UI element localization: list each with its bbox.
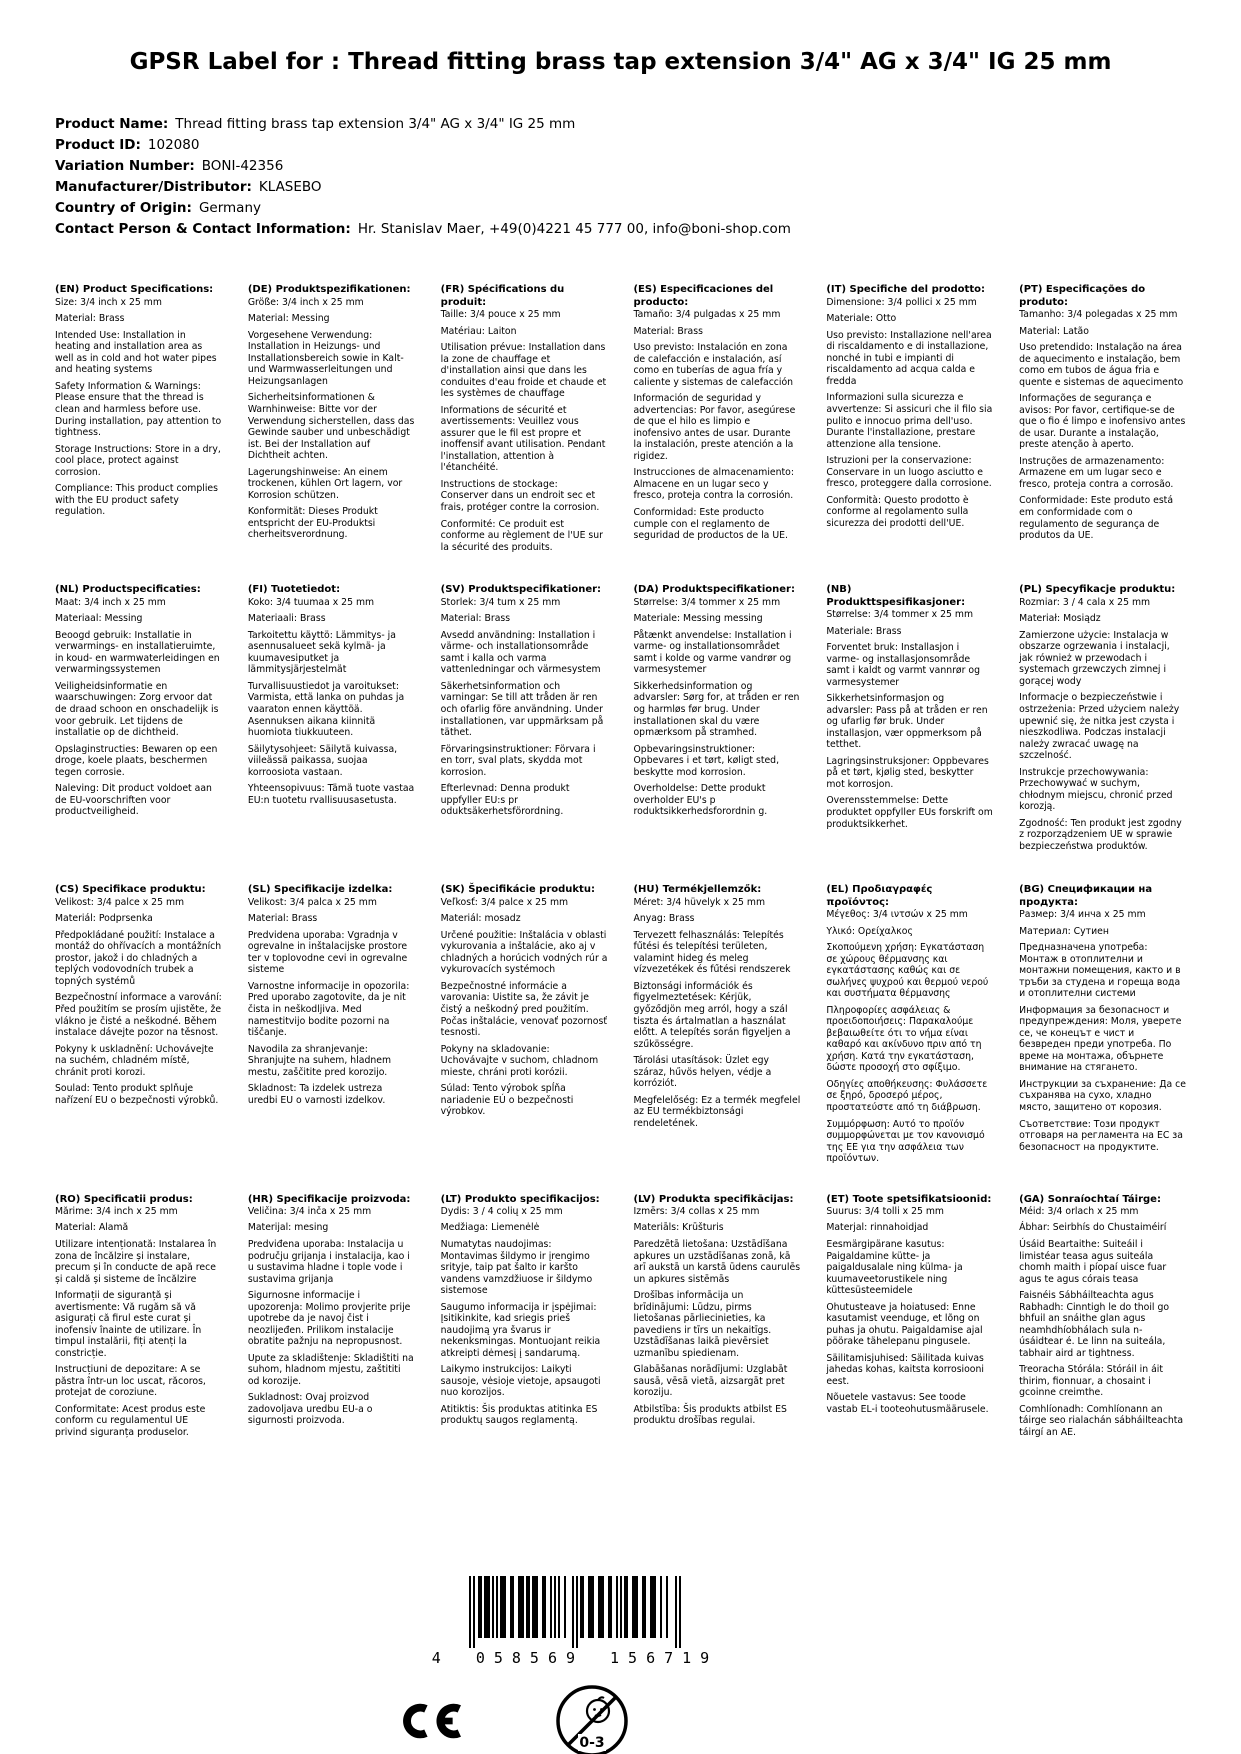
barcode-bar — [620, 1576, 622, 1638]
page-title: GPSR Label for : Thread fitting brass tap extension 3/4" AG x 3/4" IG 25 mm — [129, 49, 1112, 75]
spec-paragraph: Rozmiar: 3 / 4 cala x 25 mm — [1019, 596, 1151, 608]
spec-paragraph: Paredzētā lietošana: Uzstādīšana apkures un uzstādīšanas zonā, kā arī aukstā un karstā ūdens caurulēs un apkures sistēmās — [633, 1238, 801, 1285]
spec-paragraph: Μέγεθος: 3/4 ιντσών x 25 mm — [826, 909, 968, 921]
barcode-bar — [572, 1576, 574, 1648]
barcode-bar — [632, 1576, 638, 1638]
spec-paragraph: Materiał: Mosiądz — [1019, 613, 1101, 625]
product-info-value: Germany — [198, 200, 261, 217]
spec-block-title: (NL) Productspecificaties: — [55, 584, 201, 596]
spec-block-title: (SK) Špecifikácie produktu: — [440, 884, 595, 896]
spec-block-title: (DE) Produktspezifikationen: — [247, 284, 411, 296]
spec-block-title: (HU) Termékjellemzők: — [633, 884, 762, 896]
spec-paragraph: Určené použitie: Inštalácia v oblasti vykurovania a inštalácie, ako aj v chladných a horúcich vodných rúr a vykurovacích systémoch — [440, 929, 608, 976]
spec-paragraph: Turvallisuustiedot ja varoitukset: Varmista, että lanka on puhdas ja vaaraton ennen käyttöä. Asennuksen aikana kiinnitä huomiota tiukkuuteen. — [247, 680, 405, 739]
barcode-bar — [518, 1576, 524, 1638]
spec-block-title: (ES) Especificaciones del producto: — [633, 284, 774, 308]
barcode-bar — [550, 1576, 552, 1638]
spec-paragraph: Instrucțiuni de depozitare: A se păstra într-un loc uscat, răcoros, protejat de coroziune. — [55, 1364, 206, 1399]
spec-paragraph: Predvidena uporaba: Vgradnja v ogrevalne in inštalacijske prostore ter v toplovodne cevi in ogrevalne sisteme — [247, 929, 408, 976]
spec-paragraph: Overholdelse: Dette produkt overholder EU's p roduktsikkerhedsforordnin g. — [633, 783, 768, 818]
spec-paragraph: Suurus: 3/4 tolli x 25 mm — [826, 1205, 944, 1217]
spec-block-pl — [1019, 584, 1198, 857]
spec-paragraph: Varnostne informacije in opozorila: Pred uporabo zagotovite, da je nit čista in neškodljiva. Med namestitvijo bodite pozorni na tiščanje. — [247, 980, 410, 1039]
spec-paragraph: Předpokládané použití: Instalace a montáž do ohřívacích a montážních prostor, jakož i do chladných a teplých vodovodních trubek a topných systémů — [55, 929, 222, 987]
spec-block-title: (EN) Product Specifications: — [55, 284, 214, 296]
spec-paragraph: Material: Alamă — [55, 1222, 129, 1234]
barcode-bar — [608, 1576, 612, 1638]
barcode-bar — [510, 1576, 514, 1638]
spec-paragraph: Intended Use: Installation in heating and installation area as well as in cold and hot water pipes and heating systems — [55, 329, 217, 376]
spec-paragraph: Ohutusteave ja hoiatused: Enne kasutamist veenduge, et lõng on puhas ja ohutu. Paigaldamise ajal pöörake tähelepanu pingusele. — [826, 1301, 983, 1348]
spec-paragraph: Uso previsto: Installazione nell'area di riscaldamento e di installazione, nonché in tubi e impianti di riscaldamento ad acqua calda e fredda — [826, 329, 992, 387]
product-info-label: Country of Origin: — [55, 200, 192, 217]
product-info — [55, 114, 1198, 240]
product-info-label: Product ID: — [55, 137, 141, 154]
spec-paragraph: Treoracha Stórála: Stóráil in áit thirim, fionnuar, a chosaint i gcoinne creimthe. — [1019, 1364, 1164, 1399]
spec-paragraph: Materiāls: Krūšturis — [633, 1222, 724, 1234]
spec-block-es — [633, 284, 812, 546]
barcode-bar — [496, 1576, 498, 1638]
spec-paragraph: Инструкции за съхранение: Да се съхранява на сухо, хладно място, защитено от корозия. — [1019, 1078, 1186, 1113]
product-info-label: Contact Person & Contact Information: — [55, 221, 351, 238]
barcode-bar — [484, 1576, 490, 1638]
spec-block-title: (RO) Specificatii produs: — [55, 1193, 193, 1205]
barcode-bar — [542, 1576, 546, 1638]
spec-block-sl — [248, 884, 427, 1111]
spec-paragraph: Съответствие: Този продукт отговаря на регламента на ЕС за безопасност на продуктите. — [1019, 1118, 1183, 1153]
spec-block-de — [248, 284, 427, 545]
spec-paragraph: Koko: 3/4 tuumaa x 25 mm — [247, 596, 375, 608]
spec-block-cs — [55, 884, 234, 1111]
spec-block-lv — [633, 1194, 812, 1432]
spec-block-da — [633, 584, 812, 822]
product-info-value: Thread fitting brass tap extension 3/4" AG x 3/4" IG 25 mm — [175, 116, 576, 133]
spec-paragraph: Materiale: Otto — [826, 313, 897, 325]
spec-paragraph: Material: Brass — [440, 613, 511, 625]
spec-paragraph: Dydis: 3 / 4 colių x 25 mm — [440, 1205, 563, 1217]
ean-barcode — [370, 1576, 780, 1648]
spec-paragraph: Velikost: 3/4 palce x 25 mm — [55, 896, 185, 908]
spec-paragraph: Pokyny k uskladnění: Uchovávejte na suchém, chladném místě, chránit proti korozi. — [55, 1043, 214, 1078]
barcode-digits — [370, 1649, 780, 1667]
spec-paragraph: Conformidade: Este produto está em conformidade com o regulamento de segurança de produtos da UE. — [1019, 495, 1174, 542]
spec-paragraph: Размер: 3/4 инча x 25 mm — [1019, 909, 1146, 921]
barcode-bar — [558, 1576, 560, 1638]
spec-paragraph: Velikost: 3/4 palca x 25 mm — [247, 896, 377, 908]
spec-paragraph: Dimensione: 3/4 pollici x 25 mm — [826, 296, 977, 308]
spec-paragraph: Megfelelőség: Ez a termék megfelel az EU termékbiztonsági rendeletének. — [633, 1094, 801, 1129]
spec-paragraph: Veľkosť: 3/4 palce x 25 mm — [440, 896, 569, 908]
spec-paragraph: Sukladnost: Ovaj proizvod zadovoljava uredbu EU-a o sigurnosti proizvoda. — [247, 1392, 373, 1427]
spec-paragraph: Sicherheitsinformationen & Warnhinweise: Bitte vor der Verwendung sicherstellen, dass das Gewinde sauber und unbeschädigt ist. Bei der Installation auf Dichtheit achten. — [247, 392, 415, 462]
spec-paragraph: Forventet bruk: Installasjon i varme- og installasjonsområde samt i kaldt og varmt vannrør og varmesystemer — [826, 642, 980, 688]
barcode-bar — [576, 1576, 578, 1648]
spec-block-title: (IT) Specifiche del prodotto: — [826, 284, 985, 296]
certification-marks — [370, 1683, 780, 1754]
spec-paragraph: Faisnéis Sábháilteachta agus Rabhadh: Cinntigh le do thoil go bhfuil an snáithe glan agus neamhdhíobhálach sula n-úsáidtear é. Le linn na suiteála, tabhair aird ar tightness. — [1019, 1290, 1170, 1359]
spec-paragraph: Laikymo instrukcijos: Laikyti sausoje, vėsioje vietoje, apsaugoti nuo korozijos. — [440, 1364, 601, 1399]
spec-block-title: (SV) Produktspecifikationer: — [440, 584, 602, 596]
spec-block-title: (PL) Specyfikacje produktu: — [1019, 584, 1176, 596]
spec-paragraph: Tarkoitettu käyttö: Lämmitys- ja asennusalueet sekä kylmä- ja kuumavesiputket ja lämmitysjärjestelmät — [247, 629, 396, 676]
footer — [370, 1576, 780, 1754]
spec-paragraph: Предназначена употреба: Монтаж в отоплителни и монтажни помещения, както и в тръби за студена и гореща вода и отоплителни системи — [1019, 942, 1181, 1000]
spec-paragraph: Soulad: Tento produkt splňuje nařízení EU o bezpečnosti výrobků. — [55, 1083, 219, 1106]
spec-paragraph: Conformidad: Este producto cumple con el reglamento de seguridad de productos de la UE. — [633, 506, 788, 542]
spec-paragraph: Tárolási utasítások: Üzlet egy száraz, hűvös helyen, védje a korróziót. — [633, 1055, 772, 1090]
spec-paragraph: Informații de siguranță și avertismente: Vă rugăm să vă asigurați că firul este curat și inofensiv înainte de utilizare. În timpul instalării, fiți atenți la constricție. — [55, 1290, 202, 1359]
spec-paragraph: Yhteensopivuus: Tämä tuote vastaa EU:n tuotetu rvallisuusasetusta. — [247, 783, 415, 806]
product-info-value: 102080 — [147, 137, 200, 154]
spec-paragraph: Matériau: Laiton — [440, 325, 517, 337]
spec-paragraph: Nõuetele vastavus: See toode vastab EL-i tooteohutusmäärusele. — [826, 1392, 989, 1415]
barcode-bar — [469, 1576, 471, 1648]
barcode-bar — [679, 1576, 681, 1648]
barcode-bar — [580, 1576, 584, 1638]
spec-paragraph: Информация за безопасност и предупреждения: Моля, уверете се, че конецът е чист и безвреден преди употреба. По време на монтажа, обърнете внимание на стягането. — [1019, 1004, 1182, 1074]
product-info-row — [55, 114, 1198, 135]
spec-paragraph: Eesmärgipärane kasutus: Paigaldamine kütte- ja paigaldusalale ning külma- ja kuumaveetorustikele ning küttesüsteemidele — [826, 1238, 963, 1297]
spec-paragraph: Sikkerhetsinformasjon og advarsler: Pass på at tråden er ren og ufarlig før bruk. Under installasjon, vær oppmerksom på tetthet. — [826, 693, 988, 751]
spec-paragraph: Υλικό: Ορείχαλκος — [826, 925, 913, 937]
spec-block-en — [55, 284, 234, 522]
barcode-bar — [675, 1576, 677, 1648]
spec-paragraph: Opslaginstructies: Bewaren op een droge, koele plaats, beschermen tegen corrosie. — [55, 743, 218, 778]
barcode-bar — [564, 1576, 566, 1638]
spec-paragraph: Bezpečnostní informace a varování: Před použitím se prosím ujistěte, že vlákno je čisté a neškodné. Během instalace dávejte pozor na těsnost. — [55, 992, 222, 1039]
spec-paragraph: Størrelse: 3/4 tommer x 25 mm — [633, 596, 781, 608]
barcode-bar — [532, 1576, 538, 1638]
age-warning-0-3-icon — [554, 1683, 630, 1754]
ce-mark-icon — [398, 1693, 466, 1749]
spec-paragraph: Lagerungshinweise: An einem trockenen, kühlen Ort lagern, vor Korrosion schützen. — [247, 466, 403, 501]
spec-paragraph: Größe: 3/4 inch x 25 mm — [247, 296, 364, 308]
spec-block-title: (ET) Toote spetsifikatsioonid: — [826, 1193, 992, 1205]
spec-paragraph: Safety Information & Warnings: Please ensure that the thread is clean and harmless before use. During installation, pay attention to tightness. — [55, 380, 222, 439]
spec-paragraph: Skladnost: Ta izdelek ustreza uredbi EU o varnosti izdelkov. — [247, 1083, 386, 1106]
spec-block-ga — [1019, 1194, 1198, 1444]
spec-block-title: (HR) Specifikacije proizvoda: — [247, 1193, 411, 1205]
barcode-bar — [500, 1576, 506, 1638]
barcode-bar — [660, 1576, 662, 1638]
spec-block-hu — [633, 884, 812, 1134]
spec-block-title: (NB) Produkttspesifikasjoner: — [826, 584, 966, 608]
spec-paragraph: Úsáid Beartaithe: Suiteáil i limistéar teasa agus suiteála chomh maith i píopaí uisce fuar agus te agus córais teasa — [1019, 1238, 1167, 1285]
spec-paragraph: Veiligheidsinformatie en waarschuwingen: Zorg ervoor dat de draad schoon en onschadelijk is voor gebruik. Let tijdens de installatie op de dichtheid. — [55, 680, 219, 739]
barcode-bar — [554, 1576, 556, 1638]
spec-paragraph: Säkerhetsinformation och varningar: Se till att tråden är ren och ofarlig före användning. Under installationen, var uppmärksam på täthet. — [440, 680, 604, 739]
spec-paragraph: Materiale: Messing messing — [633, 613, 763, 625]
spec-paragraph: Materjal: rinnahoidjad — [826, 1222, 929, 1234]
spec-paragraph: Instrukcje przechowywania: Przechowywać w suchym, chłodnym miejscu, chronić przed korozją. — [1019, 766, 1173, 813]
spec-block-sk — [441, 884, 620, 1122]
spec-paragraph: Materijal: mesing — [247, 1222, 329, 1234]
spec-block-sv — [441, 584, 620, 822]
spec-paragraph: Säilitamisjuhised: Säilitada kuivas jahedas kohas, kaitsta korrosiooni eest. — [826, 1352, 984, 1387]
spec-paragraph: Material: Brass — [55, 313, 125, 325]
spec-paragraph: Conformité: Ce produit est conforme au règlement de l'UE sur la sécurité des produits. — [440, 518, 603, 553]
spec-paragraph: Materiál: mosadz — [440, 913, 521, 925]
spec-paragraph: Utilizare intenționată: Instalarea în zona de încălzire și instalare, precum și în conducte de apă rece și caldă și sisteme de încălzire — [55, 1238, 217, 1285]
spec-paragraph: Comhlíonadh: Comhlíonann an táirge seo rialachán sábháilteachta táirgí an AE. — [1019, 1403, 1184, 1438]
spec-block-title: (CS) Specifikace produktu: — [55, 884, 206, 896]
spec-paragraph: Uso previsto: Instalación en zona de calefacción e instalación, así como en tuberías de agua fría y caliente y sistemas de calefacción — [633, 342, 794, 388]
spec-paragraph: Storage Instructions: Store in a dry, cool place, protect against corrosion. — [55, 443, 221, 478]
spec-paragraph: Anyag: Brass — [633, 913, 695, 925]
spec-paragraph: Izmērs: 3/4 collas x 25 mm — [633, 1205, 760, 1217]
product-info-value: KLASEBO — [258, 179, 322, 196]
spec-paragraph: Informazioni sulla sicurezza e avvertenze: Si assicuri che il filo sia pulito e innocuo prima dell'uso. Durante l'installazione, prestare attenzione alla tensione. — [826, 392, 993, 450]
barcode-bar — [588, 1576, 594, 1638]
spec-grid — [55, 284, 1198, 1469]
spec-paragraph: Upute za skladištenje: Skladištiti na suhom, hladnom mjestu, zaštititi od korozije. — [247, 1352, 414, 1387]
spec-paragraph: Informacje o bezpieczeństwie i ostrzeżenia: Przed użyciem należy upewnić się, że nitka jest czysta i nieszkodliwa. Podczas instalacji należy zwracać uwagę na szczelność. — [1019, 692, 1180, 762]
spec-block-et — [826, 1194, 1005, 1421]
spec-paragraph: Material: Latão — [1019, 325, 1089, 337]
spec-paragraph: Zamierzone użycie: Instalacja w obszarze ogrzewania i instalacji, jak również w przewodach i systemach grzewczych zimnej i gorącej wody — [1019, 629, 1170, 687]
product-info-value: Hr. Stanislav Maer, +49(0)4221 45 777 00, info@boni-shop.com — [357, 221, 791, 238]
spec-paragraph: Materiaali: Brass — [247, 613, 326, 625]
spec-paragraph: Predviđena uporaba: Instalacija u području grijanja i instalacija, kao i u sustavima hladne i tople vode i sustavima grijanja — [247, 1238, 410, 1285]
product-info-row — [55, 177, 1198, 198]
spec-block-bg — [1019, 884, 1198, 1158]
spec-paragraph: Οδηγίες αποθήκευσης: Φυλάσσετε σε ξηρό, δροσερό μέρος, προστατεύστε από τη διάβρωση. — [826, 1078, 988, 1113]
spec-block-title: (EL) Προδιαγραφές προϊόντος: — [826, 884, 933, 908]
spec-paragraph: Naleving: Dit product voldoet aan de EU-voorschriften voor productveiligheid. — [55, 783, 212, 818]
spec-paragraph: Instruções de armazenamento: Armazene em um lugar seco e fresco, proteja contra a corrosão. — [1019, 455, 1174, 490]
spec-paragraph: Sikkerhedsinformation og advarsler: Sørg for, at tråden er ren og harmløs før brug. Under installationen skal du være opmærksom på stramhed. — [633, 680, 800, 739]
spec-block-it — [826, 284, 1005, 534]
spec-paragraph: Utilisation prévue: Installation dans la zone de chauffage et d'installation ainsi que dans les conduites d'eau froide et chaude et les systèmes de chauffage — [440, 342, 607, 400]
spec-paragraph: Material: Brass — [247, 913, 318, 925]
spec-paragraph: Medžiaga: Liemenėlė — [440, 1222, 540, 1234]
spec-paragraph: Materiale: Brass — [826, 625, 902, 637]
spec-paragraph: Tamaño: 3/4 pulgadas x 25 mm — [633, 309, 781, 321]
spec-paragraph: Opbevaringsinstruktioner: Opbevares i et tørt, køligt sted, beskytte mod korrosion. — [633, 743, 780, 778]
spec-paragraph: Материал: Сутиен — [1019, 925, 1109, 937]
spec-block-title: (SL) Specifikacije izdelka: — [247, 884, 393, 896]
spec-block-title: (FI) Tuotetiedot: — [247, 584, 341, 596]
barcode-bar — [616, 1576, 618, 1638]
spec-paragraph: Instrucciones de almacenamiento: Almacene en un lugar seco y fresco, proteja contra la corrosión. — [633, 467, 794, 502]
spec-paragraph: Méret: 3/4 hüvelyk x 25 mm — [633, 896, 765, 908]
spec-paragraph: Pokyny na skladovanie: Uchovávajte v suchom, chladnom mieste, chráni proti korózii. — [440, 1043, 599, 1078]
spec-paragraph: Instructions de stockage: Conserver dans un endroit sec et frais, protéger contre la corrosion. — [440, 478, 600, 513]
barcode-bar — [666, 1576, 668, 1638]
spec-paragraph: Ábhar: Seirbhís do Chustaiméirí — [1019, 1222, 1167, 1234]
spec-paragraph: Materiál: Podprsenka — [55, 913, 153, 925]
spec-paragraph: Informations de sécurité et avertissements: Veuillez vous assurer que le fil est propre et inoffensif avant utilisation. Pendant l'installation, attention à l'étanchéité. — [440, 404, 606, 474]
spec-paragraph: Material: Brass — [633, 325, 703, 337]
spec-block-title: (LT) Produkto specifikacijos: — [440, 1193, 600, 1205]
spec-paragraph: Säilytysohjeet: Säilytä kuivassa, viileässä paikassa, suojaa korroosiota vastaan. — [247, 743, 398, 778]
spec-paragraph: Material: Messing — [247, 313, 330, 325]
spec-paragraph: Størrelse: 3/4 tommer x 25 mm — [826, 609, 974, 621]
spec-paragraph: Efterlevnad: Denna produkt uppfyller EU:s pr oduktsäkerhetsförordning. — [440, 783, 570, 818]
spec-paragraph: Size: 3/4 inch x 25 mm — [55, 296, 162, 308]
barcode-bar — [624, 1576, 628, 1638]
spec-paragraph: Veličina: 3/4 inča x 25 mm — [247, 1205, 372, 1217]
barcode-bar — [642, 1576, 646, 1638]
spec-block-hr — [248, 1194, 427, 1432]
spec-paragraph: Förvaringsinstruktioner: Förvara i en torr, sval plats, skydda mot korrosion. — [440, 743, 596, 778]
spec-paragraph: Glabāšanas norādījumi: Uzglabāt sausā, vēsā vietā, aizsargāt pret koroziju. — [633, 1364, 788, 1399]
spec-paragraph: Bezpečnostné informácie a varovania: Uistite sa, že závit je čistý a neškodný pred použitím. Počas inštalácie, venovať pozornosť tesnosti. — [440, 980, 607, 1039]
spec-block-title: (LV) Produkta specifikācijas: — [633, 1193, 794, 1205]
product-info-row — [55, 135, 1198, 156]
spec-block-el — [826, 884, 1005, 1169]
spec-paragraph: Zgodność: Ten produkt jest zgodny z rozporządzeniem UE w sprawie bezpieczeństwa produktów. — [1019, 817, 1182, 852]
spec-paragraph: Påtænkt anvendelse: Installation i varme- og installationsområdet samt i kolde og varme vandrør og varmesystemer — [633, 629, 792, 676]
spec-paragraph: Méid: 3/4 orlach x 25 mm — [1019, 1205, 1139, 1217]
product-info-value: BONI-42356 — [201, 158, 284, 175]
spec-paragraph: Atbilstība: Šis produkts atbilst ES produktu drošības regulai. — [633, 1403, 787, 1427]
product-info-row — [55, 156, 1198, 177]
spec-block-nb — [826, 584, 1005, 835]
spec-paragraph: Beoogd gebruik: Installatie in verwarmings- en installatieruimte, in koud- en warmwaterleidingen en verwarmingssystemen — [55, 629, 220, 676]
spec-block-title: (PT) Especificações do produto: — [1019, 284, 1146, 308]
spec-paragraph: Numatytas naudojimas: Montavimas šildymo ir įrengimo srityje, taip pat šalto ir karšto vandens vamzdžiuose ir šildymo sistemose — [440, 1238, 593, 1297]
spec-paragraph: Drošības informācija un brīdinājumi: Lūdzu, pirms lietošanas pārliecinieties, ka pavediens ir tīrs un nekaitīgs. Uzstādīšanas laikā pievērsiet uzmanību spiedienam. — [633, 1290, 772, 1359]
spec-block-title: (GA) Sonraíochtaí Táirge: — [1019, 1193, 1161, 1205]
spec-block-pt — [1019, 284, 1198, 546]
spec-paragraph: Compliance: This product complies with the EU product safety regulation. — [55, 483, 218, 518]
barcode-bar — [492, 1576, 494, 1638]
barcode-digit-group: 058569 — [475, 1649, 585, 1667]
spec-paragraph: Avsedd användning: Installation i värme- och installationsområde samt i kalla och varma vattenledningar och värmesystem — [440, 629, 601, 676]
spec-block-title: (DA) Produktspecifikationer: — [633, 584, 795, 596]
spec-paragraph: Materiaal: Messing — [55, 613, 143, 625]
spec-paragraph: Navodila za shranjevanje: Shranjujte na suhem, hladnem mestu, zaščitite pred korozijo. — [247, 1043, 392, 1078]
barcode-bar — [598, 1576, 604, 1638]
spec-block-title: (BG) Спецификации на продукта: — [1019, 884, 1153, 908]
spec-paragraph: Taille: 3/4 pouce x 25 mm — [440, 309, 561, 321]
spec-block-nl — [55, 584, 234, 822]
barcode-bar — [526, 1576, 530, 1638]
spec-paragraph: Atitiktis: Šis produktas atitinka ES produktų saugos reglamentą. — [440, 1403, 598, 1427]
product-info-label: Manufacturer/Distributor: — [55, 179, 252, 196]
spec-block-fr — [441, 284, 620, 558]
spec-block-lt — [441, 1194, 620, 1432]
spec-paragraph: Información de seguridad y advertencias: Por favor, asegúrese de que el hilo es limpio e inofensivo antes de usar. Durante la instalación, preste atención a la rigidez. — [633, 393, 796, 462]
spec-paragraph: Συμμόρφωση: Αυτό το προϊόν συμμορφώνεται με τον κανονισμό της ΕΕ για την ασφάλεια των προϊόντων. — [826, 1118, 985, 1165]
product-info-label: Variation Number: — [55, 158, 195, 175]
barcode-bar — [473, 1576, 475, 1648]
spec-paragraph: Saugumo informacija ir įspėjimai: Įsitikinkite, kad sriegis prieš naudojimą yra švarus ir nekenksmingas. Montuojant reikia atkreipti dėmesį į sandarumą. — [440, 1301, 601, 1359]
spec-paragraph: Uso pretendido: Instalação na área de aquecimento e instalação, bem como em tubos de água fria e quente e sistemas de aquecimento — [1019, 342, 1184, 388]
barcode-bar — [650, 1576, 656, 1638]
spec-paragraph: Informações de segurança e avisos: Por favor, certifique-se de que o fio é limpo e inofensivo antes de usar. Durante a instalação, preste atenção à aperto. — [1019, 393, 1186, 451]
spec-paragraph: Tervezett felhasználás: Telepítés fűtési és telepítési területen, valamint hideg és meleg vízvezetékek és fűtési rendszerek — [633, 929, 791, 976]
product-info-label: Product Name: — [55, 116, 169, 133]
product-info-row — [55, 219, 1198, 240]
spec-paragraph: Storlek: 3/4 tum x 25 mm — [440, 596, 561, 608]
spec-paragraph: Πληροφορίες ασφάλειας & προειδοποιήσεις: Παρακαλούμε βεβαιωθείτε ότι το νήμα είναι καθαρό και ακίνδυνο πριν από τη χρήση. Κατά την εγκατάσταση, δώστε προσοχή στο σφίξιμο. — [826, 1004, 982, 1074]
spec-paragraph: Vorgesehene Verwendung: Installation in Heizungs- und Installationsbereich sowie in Kalt- und Warmwasserleitungen und Heizungsanlagen — [247, 329, 404, 387]
spec-paragraph: Mărime: 3/4 inch x 25 mm — [55, 1205, 178, 1217]
spec-block-ro — [55, 1194, 234, 1444]
product-info-row — [55, 198, 1198, 219]
barcode-bar — [478, 1576, 482, 1638]
spec-paragraph: Conformitate: Acest produs este conform cu regulamentul UE privind siguranța produselor. — [55, 1403, 206, 1438]
spec-paragraph: Tamanho: 3/4 polegadas x 25 mm — [1019, 309, 1178, 321]
age-warning-label: 0-3 — [579, 1735, 605, 1751]
spec-paragraph: Istruzioni per la conservazione: Conservare in un luogo asciutto e fresco, proteggere dalla corrosione. — [826, 455, 992, 490]
barcode-digit-group: 156719 — [610, 1649, 719, 1667]
spec-block-title: (FR) Spécifications du produit: — [440, 284, 565, 308]
spec-paragraph: Lagringsinstruksjoner: Oppbevares på et tørt, kjølig sted, beskytter mot korrosjon. — [826, 755, 989, 790]
spec-paragraph: Maat: 3/4 inch x 25 mm — [55, 596, 166, 608]
spec-paragraph: Overensstemmelse: Dette produktet oppfyller EUs forskrift om produktsikkerhet. — [826, 795, 993, 830]
barcode-digit-group: 4 — [431, 1649, 450, 1667]
spec-paragraph: Conformità: Questo prodotto è conforme al regolamento sulla sicurezza dei prodotti dell'UE. — [826, 494, 969, 529]
spec-paragraph: Súlad: Tento výrobok spĺňa nariadenie EÚ o bezpečnosti výrobkov. — [440, 1083, 574, 1118]
spec-block-fi — [248, 584, 427, 811]
spec-paragraph: Konformität: Dieses Produkt entspricht der EU-Produktsi cherheitsverordnung. — [247, 506, 378, 541]
spec-paragraph: Σκοπούμενη χρήση: Εγκατάσταση σε χώρους θέρμανσης και εγκατάστασης καθώς και σε σωλήνες ψυχρού και θερμού νερού και συστήματα θέρμανσης — [826, 942, 989, 1000]
spec-paragraph: Biztonsági információk és figyelmeztetések: Kérjük, győződjön meg arról, hogy a szál tiszta és ártalmatlan a használat előtt. A telepítés során figyeljen a szűkösségre. — [633, 980, 791, 1050]
spec-paragraph: Sigurnosne informacije i upozorenja: Molimo provjerite prije upotrebe da je navoj čist i neozlijeđen. Prilikom instalacije obratite pažnju na nepropusnost. — [247, 1290, 411, 1348]
